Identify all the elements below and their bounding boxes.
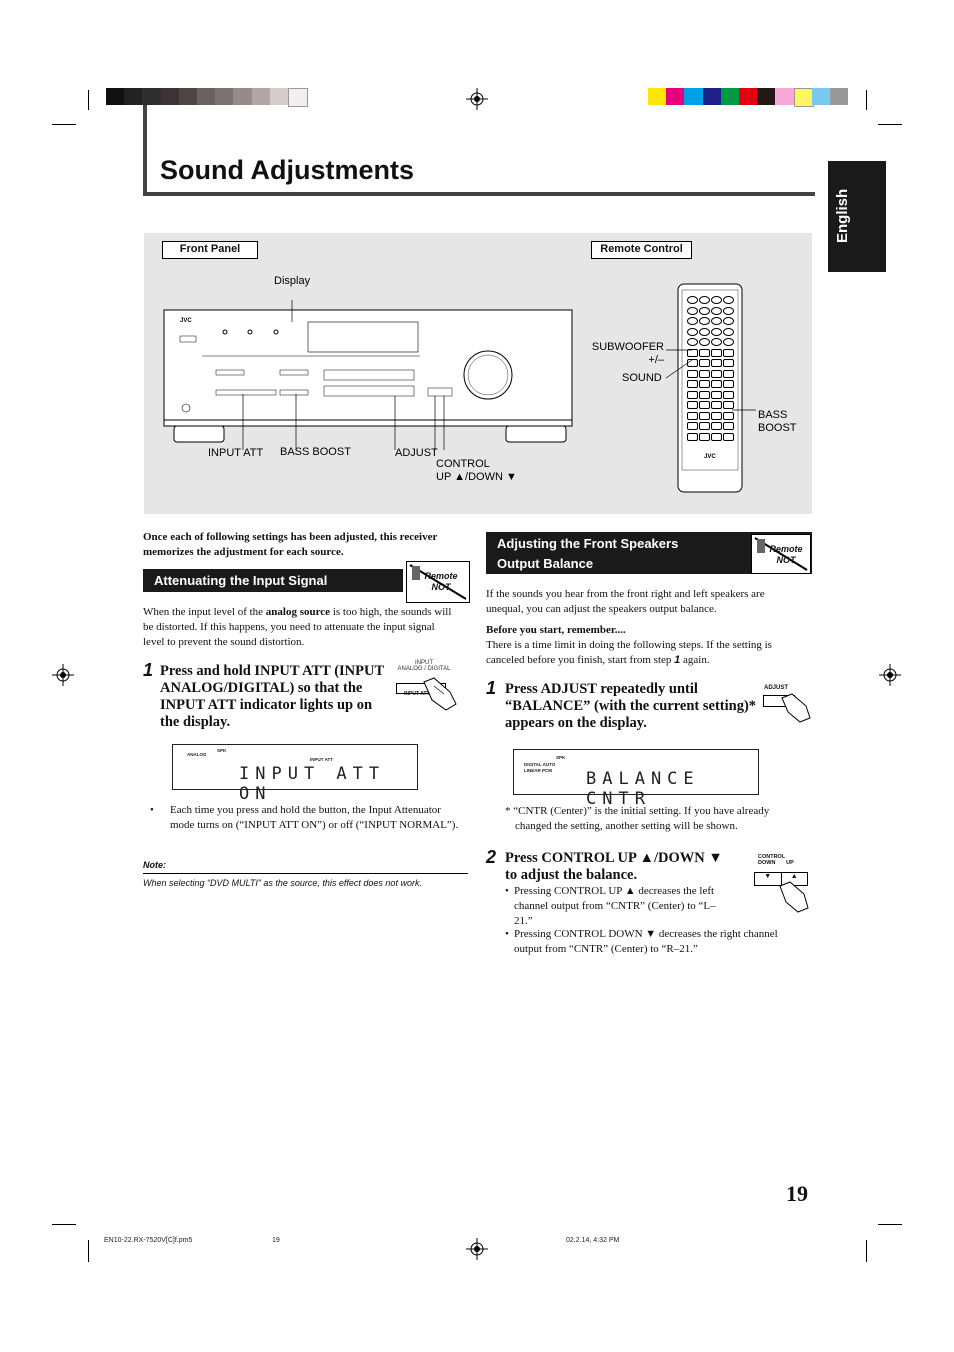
remote-button-icon (723, 422, 734, 430)
registration-mark-icon (466, 1238, 488, 1260)
remote-button-icon (723, 433, 734, 441)
input-att-button-label: INPUT ATT (404, 691, 430, 697)
remote-button-icon (699, 433, 710, 441)
note-text: When selecting “DVD MULTI” as the source, this effect does not work. (143, 878, 422, 888)
remote-button-icon (687, 296, 698, 304)
lcd-spk-indicator: SPK (217, 748, 227, 753)
bullet-text: Pressing CONTROL UP ▲ decreases the left channel output from “CNTR” (Center) to “L–21.” (514, 885, 716, 927)
remote-button-icon (711, 317, 722, 325)
calibration-swatch (233, 88, 251, 105)
remote-button-icon (711, 307, 722, 315)
footer-page: 19 (272, 1237, 280, 1244)
remote-callout-lines (664, 340, 764, 420)
before-you-start-label: Before you start, remember.... (486, 624, 626, 636)
crop-mark (866, 1240, 867, 1262)
cntr-footnote: * “CNTR (Center)” is the initial setting. If you have already changed the setting, another setting will be shown. (505, 805, 770, 832)
note-rule (143, 873, 468, 874)
calibration-swatch (794, 88, 814, 107)
crop-mark (52, 124, 76, 125)
step-1-instruction: Press and hold INPUT ATT (INPUT ANALOG/DIGITAL) so that the INPUT ATT indicator lights up on the display. (160, 663, 384, 730)
control-caption: CONTROL DOWN UP (758, 854, 794, 866)
remote-button-icon (699, 317, 710, 325)
attenuating-paragraph (143, 605, 455, 650)
language-tab (828, 161, 886, 272)
pressing-hand-icon (778, 692, 814, 724)
remote-button-icon (699, 422, 710, 430)
remote-not-badge (751, 534, 811, 574)
lcd-digital-auto-indicator: DIGITAL AUTO LINEAR PCM (524, 762, 556, 773)
registration-mark-icon (52, 664, 74, 686)
receiver-front-panel-illustration (160, 300, 580, 450)
remote-button-icon (723, 328, 734, 336)
title-rule-vertical (143, 104, 147, 196)
before-step-ref: 1 (674, 654, 681, 666)
remote-not-line1: Remote (424, 571, 458, 581)
calibration-swatch (721, 88, 739, 105)
input-att-caption: INPUT ANALOG / DIGITAL (397, 660, 451, 672)
footer-filename: EN10-22.RX-7520V[C]f.pm5 (104, 1237, 193, 1244)
remote-not-line1: Remote (769, 544, 803, 554)
balance-paragraph: If the sounds you hear from the front right and left speakers are unequal, you can adjust the speakers output balance. (486, 588, 765, 615)
control-up-icon: ▲ (790, 873, 798, 880)
remote-button-icon (687, 307, 698, 315)
remote-button-icon (687, 433, 698, 441)
remote-button-icon (723, 317, 734, 325)
balance-step-2-instruction: Press CONTROL UP ▲/DOWN ▼ to adjust the balance. (505, 850, 723, 883)
callout-adjust: ADJUST (395, 447, 438, 459)
step-number: 1 (143, 660, 154, 680)
calibration-swatch (215, 88, 233, 105)
remote-button-icon (687, 328, 698, 336)
calibration-swatch (684, 88, 702, 105)
para-text: When the input level of the (143, 606, 266, 618)
calibration-swatch (757, 88, 775, 105)
pressing-hand-icon (420, 676, 460, 712)
note-label: Note: (143, 860, 166, 870)
remote-not-line2: NOT (776, 555, 796, 565)
balance-lcd-display (513, 749, 759, 809)
lcd-analog-indicator: ANALOG (187, 752, 207, 757)
remote-brand-logo: JVC (704, 454, 716, 460)
remote-button-icon (699, 307, 710, 315)
calibration-swatch (666, 88, 684, 105)
remote-button-icon (711, 296, 722, 304)
title-rule-horizontal (143, 192, 815, 196)
input-att-lcd-display (172, 744, 418, 804)
calibration-swatch (124, 88, 142, 105)
callout-control-up-down: CONTROL UP ▲/DOWN ▼ (436, 458, 517, 483)
lcd-spk-indicator: SPK (556, 755, 566, 760)
remote-button-icon (687, 422, 698, 430)
control-up-bullet (505, 884, 724, 929)
bullet-text: Each time you press and hold the button, the Input Attenuator mode turns on (“INPUT ATT ON”) or off (“INPUT NORMAL”). (170, 804, 459, 831)
bullet-mark: • (505, 928, 509, 940)
callout-subwoofer: SUBWOOFER +/– (591, 341, 664, 366)
step-number: 1 (486, 678, 497, 698)
calibration-swatch (703, 88, 721, 105)
remote-button-icon (711, 422, 722, 430)
calibration-swatch (252, 88, 270, 105)
lcd-main-text: INPUT ATT ON (239, 764, 386, 804)
callout-sound: SOUND (622, 372, 662, 384)
callout-bass-boost-remote: BASS BOOST (758, 409, 797, 434)
para-bold: analog source (265, 606, 331, 618)
crop-mark (88, 1240, 89, 1262)
calibration-swatch (775, 88, 793, 105)
crop-mark (878, 124, 902, 125)
balance-step-1-instruction: Press ADJUST repeatedly until “BALANCE” (with the current setting)* appears on the display. (505, 681, 757, 731)
remote-button-icon (687, 317, 698, 325)
footer-date: 02.2.14, 4:32 PM (566, 1237, 620, 1244)
control-down-bullet (505, 927, 804, 957)
bullet-text: Pressing CONTROL DOWN ▼ decreases the right channel output from “CNTR” (Center) to “R–21.” (514, 928, 778, 955)
remote-button-icon (711, 433, 722, 441)
remote-control-label: Remote Control (591, 241, 692, 259)
calibration-swatch (270, 88, 288, 105)
crop-mark (878, 1224, 902, 1225)
remote-button-icon (723, 296, 734, 304)
pressing-hand-icon (776, 880, 812, 914)
language-tab-label: English (834, 188, 851, 243)
front-panel-label: Front Panel (162, 241, 258, 259)
remote-button-icon (723, 307, 734, 315)
bullet-mark: • (150, 804, 154, 816)
attenuating-heading: Attenuating the Input Signal (143, 569, 403, 592)
before-you-start-text (486, 638, 800, 668)
calibration-swatch (739, 88, 757, 105)
crop-mark (866, 90, 867, 110)
calibration-swatch (648, 88, 666, 105)
calibration-swatch (142, 88, 160, 105)
remote-button-icon (699, 296, 710, 304)
registration-mark-icon (879, 664, 901, 686)
remote-button-icon (699, 328, 710, 336)
para-text: is too high, the sounds will be distorted. If this happens, you need to attenuate the input signal level to prevent the sound distortion. (143, 606, 452, 648)
calibration-swatch (106, 88, 124, 105)
lcd-input-att-indicator: INPUT ATT (310, 757, 333, 762)
crop-mark (52, 1224, 76, 1225)
callout-bass-boost: BASS BOOST (280, 446, 351, 458)
remote-not-badge (406, 561, 470, 603)
balance-heading-line2: Output Balance (497, 556, 594, 571)
calibration-swatch (830, 88, 848, 105)
receiver-brand-logo: JVC (180, 318, 192, 324)
callout-input-att: INPUT ATT (208, 447, 264, 459)
remote-button-icon (711, 328, 722, 336)
adjust-caption: ADJUST (764, 685, 789, 691)
page-number: 19 (786, 1181, 808, 1206)
calibration-swatch (161, 88, 179, 105)
intro-text: Once each of following settings has been adjusted, this receiver memorizes the adjustment for each source. (143, 531, 438, 558)
before-text: again. (680, 654, 710, 666)
page-title: Sound Adjustments (160, 155, 414, 185)
callout-display: Display (274, 275, 311, 287)
before-text: There is a time limit in doing the following steps. If the setting is canceled before you finish, start from step (486, 639, 772, 666)
calibration-swatch (197, 88, 215, 105)
step-number: 2 (486, 847, 497, 867)
calibration-swatch (812, 88, 830, 105)
calibration-swatch (288, 88, 308, 107)
lcd-main-text: BALANCE CNTR (586, 769, 700, 809)
bullet-mark: • (505, 885, 509, 897)
remote-not-line2: NOT (431, 582, 451, 592)
calibration-swatch (179, 88, 197, 105)
registration-mark-icon (466, 88, 488, 110)
balance-heading-line1: Adjusting the Front Speakers (497, 536, 679, 551)
input-att-bullet (150, 803, 466, 833)
control-down-icon: ▼ (755, 873, 782, 885)
crop-mark (88, 90, 89, 110)
